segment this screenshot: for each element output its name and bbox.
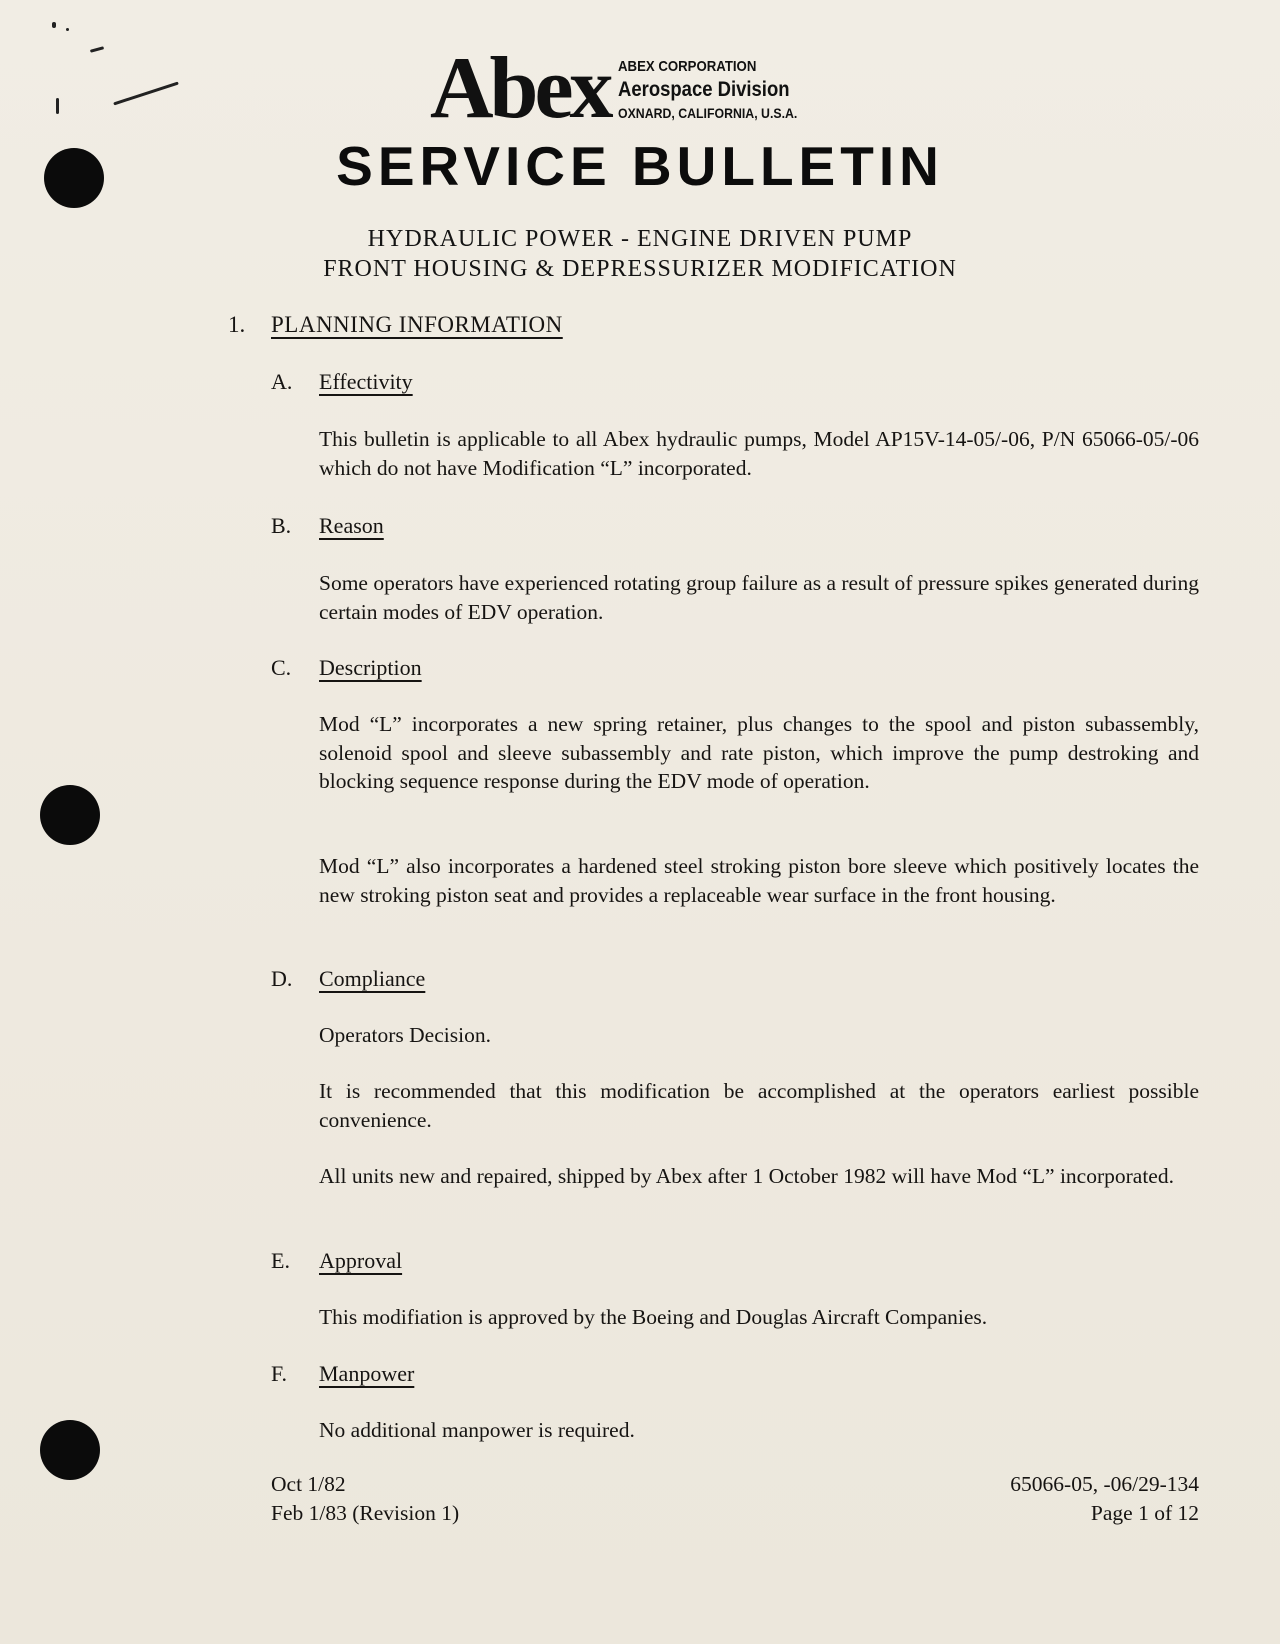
division-name: Aerospace Division xyxy=(618,78,790,101)
subsection-letter: A. xyxy=(271,369,293,394)
subsection-letter: C. xyxy=(271,655,292,680)
footer-dates xyxy=(271,1470,459,1528)
original-date: Oct 1/82 xyxy=(271,1472,346,1496)
bulletin-title: SERVICE BULLETIN xyxy=(336,135,944,197)
subsection-title-approval: Approval xyxy=(319,1248,403,1273)
subsection-letter: D. xyxy=(271,966,293,991)
approval-paragraph: This modifiation is approved by the Boeing and Douglas Aircraft Companies. xyxy=(319,1305,988,1329)
reason-paragraph: Some operators have experienced rotating group failure as a result of pressure spikes generated during certain modes of EDV operation. xyxy=(319,571,1199,624)
abex-logo: Abex xyxy=(430,40,610,137)
subsection-title-reason: Reason xyxy=(319,513,384,538)
effectivity-paragraph: This bulletin is applicable to all Abex hydraulic pumps, Model AP15V-14-05/-06, P/N 65066-05/-06 which do not have Modification “L” incorporated. xyxy=(319,427,1199,480)
document-number: 65066-05, -06/29-134 xyxy=(1010,1472,1199,1496)
subject-heading xyxy=(0,224,1280,284)
compliance-paragraph-3: All units new and repaired, shipped by Abex after 1 October 1982 will have Mod “L” incorporated. xyxy=(319,1164,1174,1188)
subsection-title-manpower: Manpower xyxy=(319,1361,415,1386)
scan-mark xyxy=(66,28,69,31)
subsection-title-effectivity: Effectivity xyxy=(319,369,413,394)
compliance-paragraph-1: Operators Decision. xyxy=(319,1023,491,1047)
company-name: ABEX CORPORATION xyxy=(618,58,757,75)
company-block xyxy=(618,58,822,122)
subject-line-2: FRONT HOUSING & DEPRESSURIZER MODIFICATION xyxy=(323,256,957,282)
revision-date: Feb 1/83 (Revision 1) xyxy=(271,1501,460,1525)
manpower-paragraph: No additional manpower is required. xyxy=(319,1418,635,1442)
subsection-letter: B. xyxy=(271,513,292,538)
company-location: OXNARD, CALIFORNIA, U.S.A. xyxy=(618,105,798,121)
subsection-title-description: Description xyxy=(319,655,422,680)
scan-mark xyxy=(90,46,104,53)
punch-hole-bottom xyxy=(40,1420,100,1480)
subject-line-1: HYDRAULIC POWER - ENGINE DRIVEN PUMP xyxy=(367,226,913,252)
description-paragraph-2: Mod “L” also incorporates a hardened steel stroking piston bore sleeve which positively locates the new stroking piston seat and provides a replaceable wear surface in the front housing. xyxy=(319,854,1199,907)
compliance-paragraph-2: It is recommended that this modification be accomplished at the operators earliest possible convenience. xyxy=(319,1079,1199,1132)
subsection-title-compliance: Compliance xyxy=(319,966,426,991)
section-title: PLANNING INFORMATION xyxy=(271,312,563,337)
scan-mark xyxy=(56,98,59,114)
scan-mark xyxy=(113,82,179,106)
subsection-letter: E. xyxy=(271,1248,290,1273)
description-paragraph-1: Mod “L” incorporates a new spring retainer, plus changes to the spool and piston subassembly, solenoid spool and sleeve subassembly and rate piston, which improve the pump destroking and blocking sequence response during the EDV mode of operation. xyxy=(319,712,1199,793)
subsection-letter: F. xyxy=(271,1361,287,1386)
footer-reference xyxy=(1010,1470,1199,1528)
section-number: 1. xyxy=(228,312,246,337)
scan-mark xyxy=(52,22,56,28)
page-number: Page 1 of 12 xyxy=(1090,1501,1199,1525)
punch-hole-middle xyxy=(40,785,100,845)
